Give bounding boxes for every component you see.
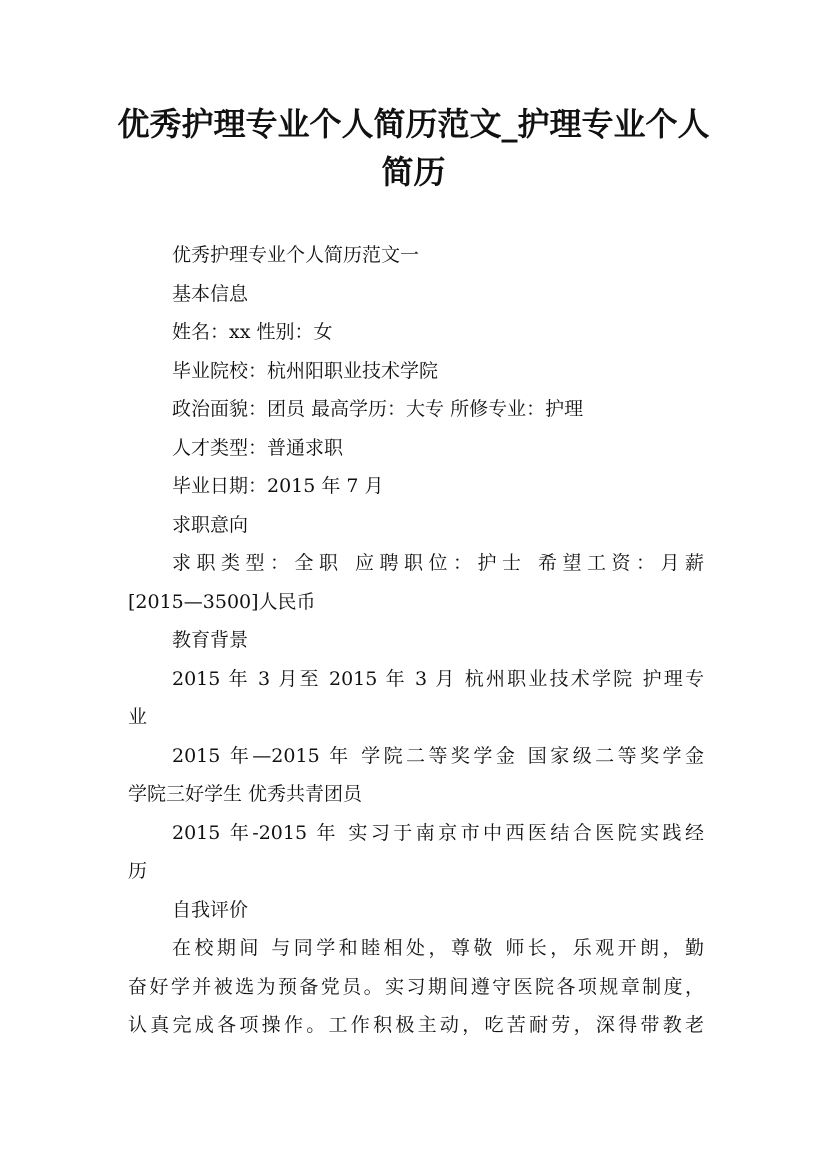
paragraph-line: 认真完成各项操作。工作积极主动，吃苦耐劳，深得带教老 — [128, 1014, 704, 1036]
section-heading: 基本信息 — [172, 282, 249, 305]
section-heading: 教育背景 — [172, 629, 249, 651]
paragraph-line: 奋好学并被选为预备党员。实习期间遵守医院各项规章制度， — [128, 975, 704, 998]
paragraph-line: 业 — [128, 706, 148, 728]
document-body — [128, 236, 704, 1045]
paragraph-line: 求职类型：全职 应聘职位：护士 希望工资：月薪 — [172, 552, 704, 574]
paragraph-line: 学院三好学生 优秀共青团员 — [128, 783, 363, 805]
section-heading: 求职意向 — [172, 513, 249, 536]
paragraph-line: 毕业日期：2015 年 7 月 — [172, 475, 384, 497]
document-title — [0, 100, 827, 196]
title-line-2: 简历 — [381, 153, 446, 191]
section-heading: 优秀护理专业个人简历范文一 — [172, 244, 420, 266]
section-heading: 自我评价 — [172, 898, 249, 921]
paragraph-line: 历 — [128, 860, 148, 882]
paragraph-line: 2015 年—2015 年 学院二等奖学金 国家级二等奖学金 — [172, 744, 704, 767]
paragraph-line: 姓名：xx 性别：女 — [172, 321, 333, 343]
title-line-1: 优秀护理专业个人简历范文_护理专业个人 — [117, 105, 710, 143]
paragraph-line: 政治面貌：团员 最高学历：大专 所修专业：护理 — [172, 398, 584, 420]
paragraph-line: 毕业院校：杭州阳职业技术学院 — [172, 359, 439, 382]
paragraph-line: 2015 年 3 月至 2015 年 3 月 杭州职业技术学院 护理专 — [172, 667, 704, 690]
paragraph-line: 在校期间 与同学和睦相处，尊敬 师长，乐观开朗，勤 — [172, 937, 704, 959]
paragraph-line: [2015—3500]人民币 — [128, 590, 316, 613]
paragraph-line: 2015 年-2015 年 实习于南京市中西医结合医院实践经 — [172, 821, 704, 844]
paragraph-line: 人才类型：普通求职 — [172, 436, 344, 459]
